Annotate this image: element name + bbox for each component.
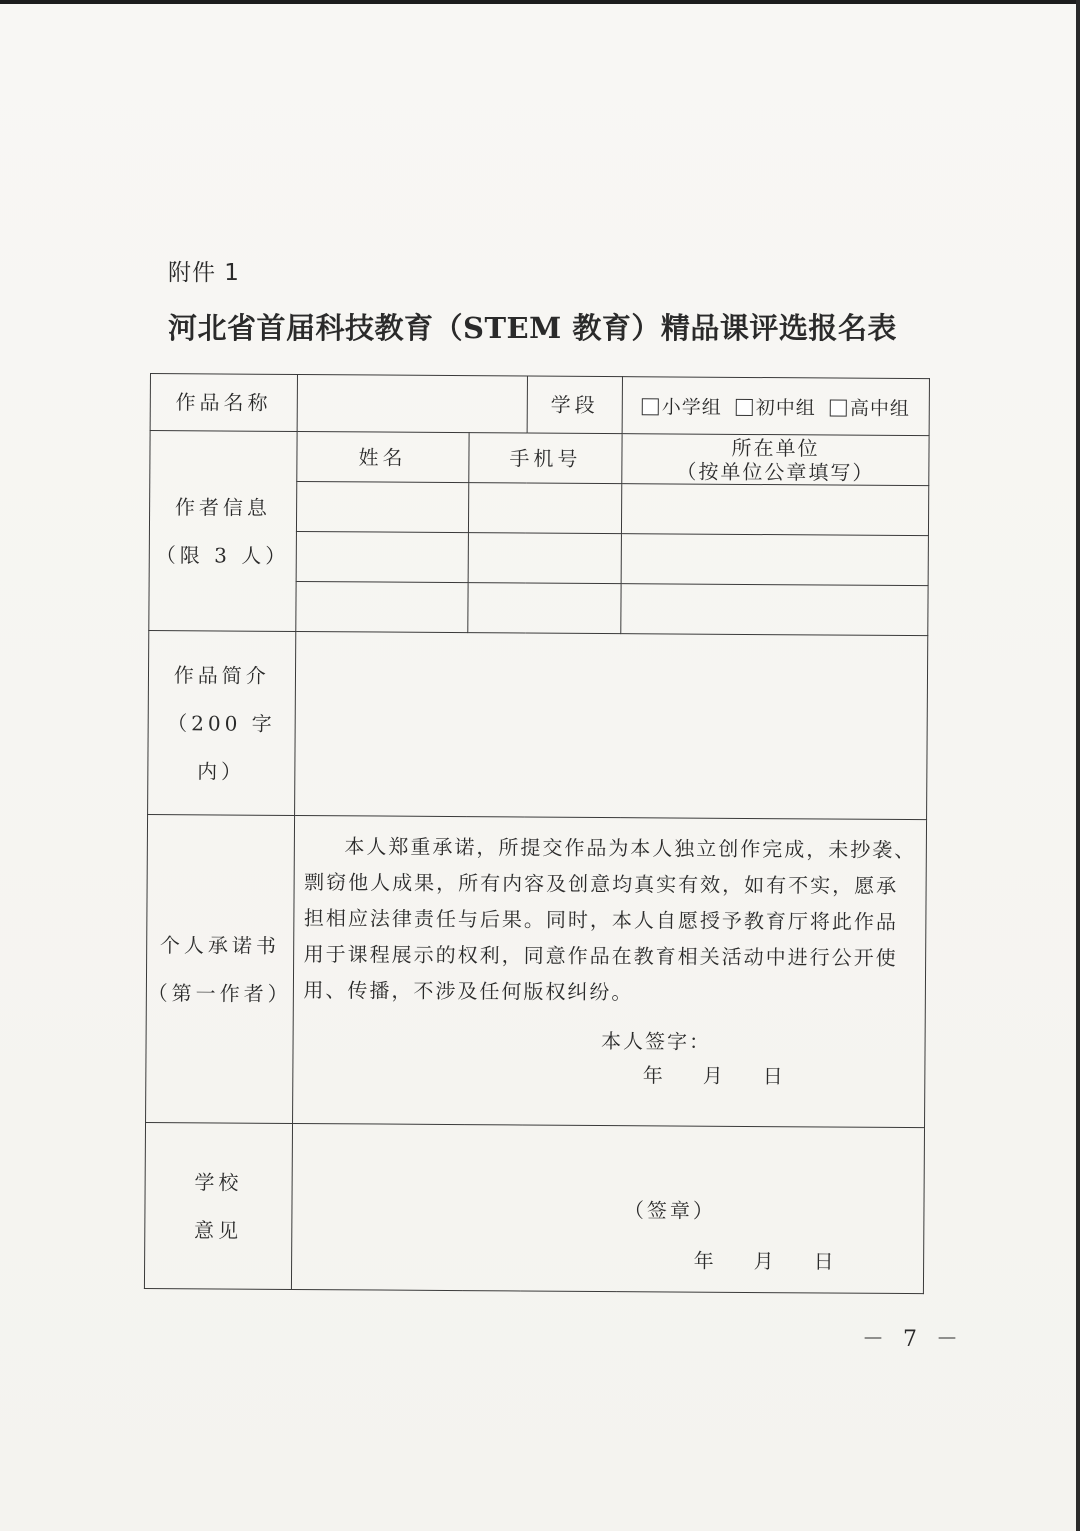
authors-label-cell [149, 431, 297, 632]
work-name-input-cell[interactable] [297, 374, 527, 433]
promise-label: 个人承诺书 [159, 932, 281, 958]
school-label: 学校 [194, 1169, 243, 1195]
intro-input-cell[interactable] [294, 631, 928, 819]
col-name-header: 姓名 [296, 431, 469, 482]
opinion-label: 意见 [193, 1217, 243, 1243]
form-title: 河北省首届科技教育（STEM 教育）精品课评选报名表 [168, 311, 897, 345]
author-2-phone-cell[interactable] [468, 533, 622, 584]
intro-label: 作品简介 [173, 662, 270, 688]
school-opinion-cell[interactable] [291, 1123, 925, 1293]
option-junior[interactable]: 初中组 [736, 396, 816, 419]
author-3-phone-cell[interactable] [468, 583, 622, 634]
seal-label: （签章） [623, 1198, 717, 1223]
author-3-name-cell[interactable] [295, 581, 468, 632]
col-unit-header [622, 434, 929, 486]
promise-date-label: 年 月 日 [642, 1063, 793, 1089]
work-name-label-cell [150, 374, 297, 432]
work-name-label: 作品名称 [175, 390, 272, 415]
stage-label-cell [527, 376, 623, 434]
author-1-name-cell[interactable] [296, 481, 469, 532]
author-2-unit-cell[interactable] [621, 534, 928, 586]
checkbox-senior-icon[interactable] [830, 399, 847, 416]
school-date-label: 年 月 日 [693, 1248, 844, 1274]
stage-label: 学段 [550, 392, 599, 417]
col-unit-note: （按单位公章填写） [676, 458, 875, 485]
registration-form-table [144, 373, 930, 1294]
stage-options-cell [622, 377, 929, 436]
authors-label: 作者信息 [174, 494, 271, 520]
attachment-label: 附件 1 [168, 260, 240, 286]
signature-label: 本人签字： [601, 1029, 712, 1054]
intro-label-cell [148, 630, 296, 815]
authors-limit-label: （限 3 人） [155, 542, 290, 568]
page-number: － 7 － [862, 1327, 964, 1352]
promise-label-cell [146, 814, 295, 1123]
col-phone-header: 手机号 [469, 433, 623, 484]
author-1-unit-cell[interactable] [622, 484, 929, 536]
author-1-phone-cell[interactable] [468, 483, 622, 534]
promise-content-cell [292, 815, 927, 1127]
checkbox-primary-icon[interactable] [642, 398, 659, 415]
option-senior[interactable]: 高中组 [830, 397, 910, 420]
intro-limit-label: （200 字内） [167, 710, 276, 784]
checkbox-junior-icon[interactable] [736, 398, 753, 415]
option-primary[interactable]: 小学组 [642, 396, 722, 419]
author-3-unit-cell[interactable] [621, 584, 928, 636]
school-label-cell [144, 1122, 292, 1289]
scan-edge-right [1076, 0, 1080, 1531]
author-2-name-cell[interactable] [296, 531, 469, 582]
promise-author-label: （第一作者） [147, 980, 292, 1006]
col-unit-title: 所在单位 [731, 435, 820, 460]
promise-text: 本人郑重承诺，所提交作品为本人独立创作完成，未抄袭、剽窃他人成果，所有内容及创意均真实有效，如有不实，愿承担相应法律责任与后果。同时，本人自愿授予教育厅将此作品用于课程展示的权利，同意作品在教育相关活动中进行公开使用、传播，不涉及任何版权纠纷。 [303, 834, 917, 1005]
scan-edge-top [0, 0, 1080, 4]
